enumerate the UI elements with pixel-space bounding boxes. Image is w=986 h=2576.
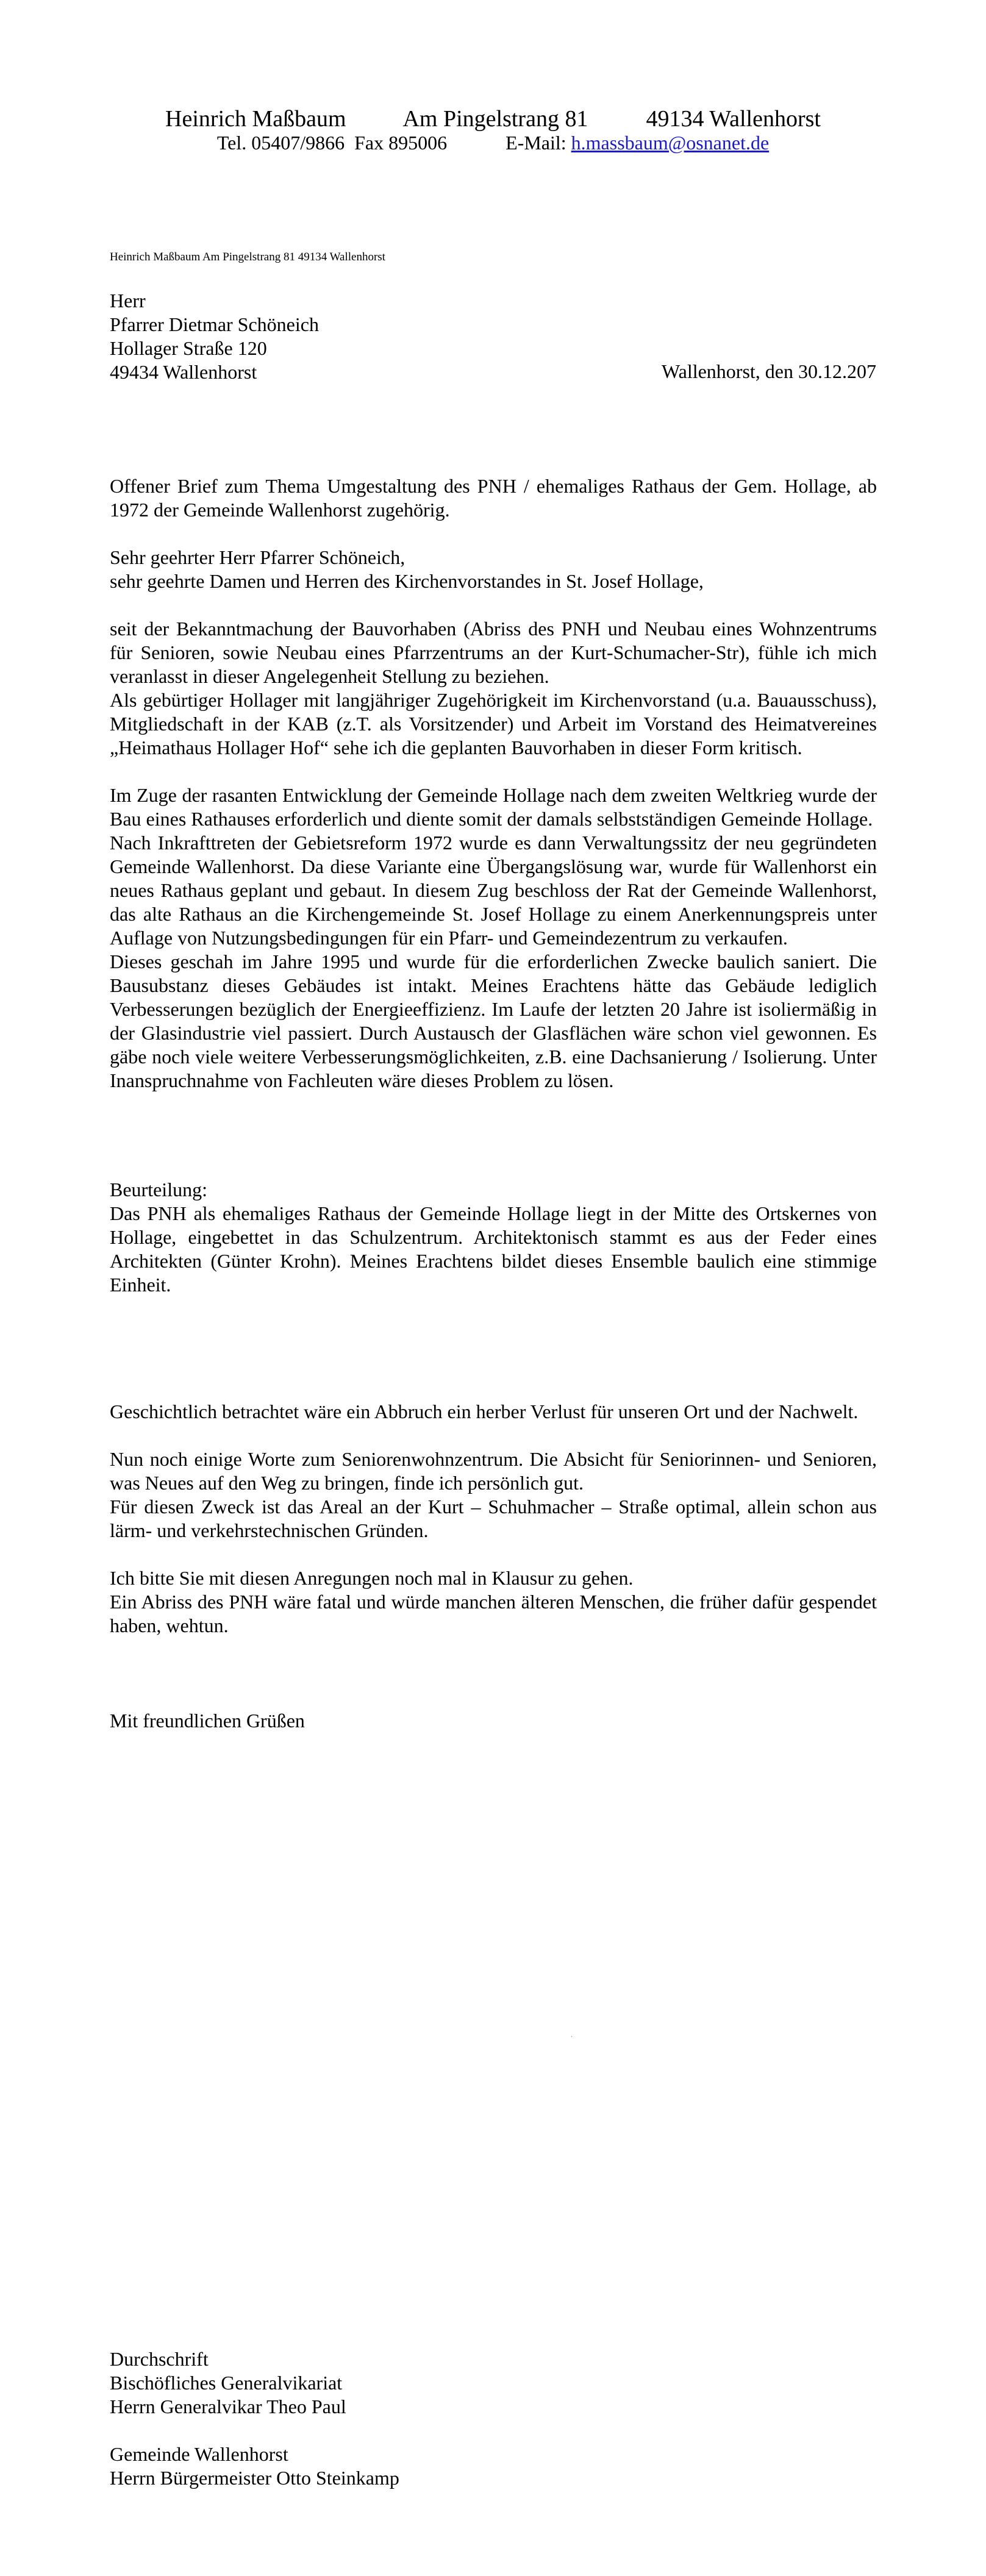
paragraph: Nun noch einige Worte zum Seniorenwohnzentrum. Die Absicht für Seniorinnen- und Senioren, was Neues auf den Weg zu bringen, finde ich persönlich gut. bbox=[110, 1448, 877, 1494]
recipient-line: Pfarrer Dietmar Schöneich bbox=[110, 313, 319, 335]
subject-line: Offener Brief zum Thema Umgestaltung des PNH / ehemaliges Rathaus der Gem. Hollage, ab 1972 der Gemeinde Wallenhorst zugehörig. bbox=[110, 475, 877, 521]
recipient-address bbox=[110, 289, 319, 384]
paragraph: Für diesen Zweck ist das Areal an der Kurt – Schuhmacher – Straße optimal, allein schon aus lärm- und verkehrstechnischen Gründen. bbox=[110, 1496, 877, 1541]
paragraph: Ein Abriss des PNH wäre fatal und würde manchen älteren Menschen, die früher dafür gespendet haben, wehtun. bbox=[110, 1591, 877, 1636]
copy-line: Bischöfliches Generalvikariat bbox=[110, 2372, 343, 2394]
recipient-line: Hollager Straße 120 bbox=[110, 337, 267, 359]
assessment-heading: Beurteilung: bbox=[110, 1179, 207, 1201]
letter-body-part2 bbox=[110, 1400, 877, 1733]
assessment-section bbox=[110, 1178, 877, 1296]
paragraph: seit der Bekanntmachung der Bauvorhaben (Abriss des PNH und Neubau eines Wohnzentrums für Senioren, sowie Neubau eines Pfarrzentrums an der Kurt-Schumacher-Str), fühle ich mich veranlasst in dieser Angelegenheit Stellung zu beziehen. bbox=[110, 618, 877, 687]
copy-recipients bbox=[110, 2347, 877, 2490]
copy-line: Herrn Generalvikar Theo Paul bbox=[110, 2396, 346, 2417]
letterhead-contact: Tel. 05407/9866 Fax 895006 E-Mail: bbox=[216, 132, 571, 154]
copy-line: Gemeinde Wallenhorst bbox=[110, 2443, 288, 2465]
copy-line: Herrn Bürgermeister Otto Steinkamp bbox=[110, 2467, 399, 2489]
paragraph: Geschichtlich betrachtet wäre ein Abbruch ein herber Verlust für unseren Ort und der Nachwelt. bbox=[110, 1400, 859, 1422]
recipient-line: Herr bbox=[110, 290, 146, 312]
paragraph: Ich bitte Sie mit diesen Anregungen noch mal in Klausur zu gehen. bbox=[110, 1567, 634, 1589]
letterhead-line1: Heinrich Maßbaum Am Pingelstrang 81 49134 Wallenhorst bbox=[165, 106, 821, 132]
copy-heading: Durchschrift bbox=[110, 2348, 209, 2370]
paragraph: Dieses geschah im Jahre 1995 und wurde für die erforderlichen Zwecke baulich saniert. Die Bausubstanz dieses Gebäudes ist intakt. Meines Erachtens hätte das Gebäude lediglich Verbesserungen bezüglich der Energieeffizienz. Im Laufe der letzten 20 Jahre ist isoliermäßig in der Glasindustrie viel passiert. Durch Austausch der Glasflächen wäre schon viel gewonnen. Es gäbe noch viele weitere Verbesserungsmöglichkeiten, z.B. eine Dachsanierung / Isolierung. Unter Inanspruchnahme von Fachleuten wäre dieses Problem zu lösen. bbox=[110, 951, 877, 1091]
letter-date: Wallenhorst, den 30.12.207 bbox=[661, 360, 876, 382]
closing: Mit freundlichen Grüßen bbox=[110, 1710, 305, 1732]
recipient-line: 49434 Wallenhorst bbox=[110, 361, 257, 383]
email-link[interactable]: h.massbaum@osnanet.de bbox=[571, 132, 770, 154]
assessment-text: Das PNH als ehemaliges Rathaus der Gemeinde Hollage liegt in der Mitte des Ortskernes von Hollage, eingebettet in das Schulzentrum. Architektonisch stammt es aus der Feder eines Architekten (Günter Krohn). Meines Erachtens bildet dieses Ensemble baulich eine stimmige Einheit. bbox=[110, 1202, 877, 1296]
letterhead-line2 bbox=[0, 130, 986, 155]
paragraph: Nach Inkrafttreten der Gebietsreform 1972 wurde es dann Verwaltungssitz der neu gegründeten Gemeinde Wallenhorst. Da diese Variante eine Übergangslösung war, wurde für Wallenhorst ein neues Rathaus geplant und gebaut. In diesem Zug beschloss der Rat der Gemeinde Wallenhorst, das alte Rathaus an die Kirchengemeinde St. Josef Hollage zu einem Anerkennungspreis unter Auflage von Nutzungsbedingungen für ein Pfarr- und Gemeindezentrum zu verkaufen. bbox=[110, 832, 877, 949]
letter-body-part1 bbox=[110, 474, 877, 1116]
salutation-line: sehr geehrte Damen und Herren des Kirchenvorstandes in St. Josef Hollage, bbox=[110, 570, 704, 592]
paragraph: Im Zuge der rasanten Entwicklung der Gemeinde Hollage nach dem zweiten Weltkrieg wurde der Bau eines Rathauses erforderlich und diente somit der damals selbstständigen Gemeinde Hollage. bbox=[110, 784, 877, 830]
paragraph: Als gebürtiger Hollager mit langjähriger Zugehörigkeit im Kirchenvorstand (u.a. Bauausschuss), Mitgliedschaft in der KAB (z.T. als Vorsitzender) und Arbeit im Vorstand des Heimatvereines „Heimathaus Hollager Hof“ sehe ich die geplanten Bauvorhaben in dieser Form kritisch. bbox=[110, 689, 877, 758]
salutation-line: Sehr geehrter Herr Pfarrer Schöneich, bbox=[110, 546, 405, 568]
page-mark: . bbox=[571, 2030, 573, 2039]
sender-line: Heinrich Maßbaum Am Pingelstrang 81 49134 Wallenhorst bbox=[110, 251, 385, 263]
